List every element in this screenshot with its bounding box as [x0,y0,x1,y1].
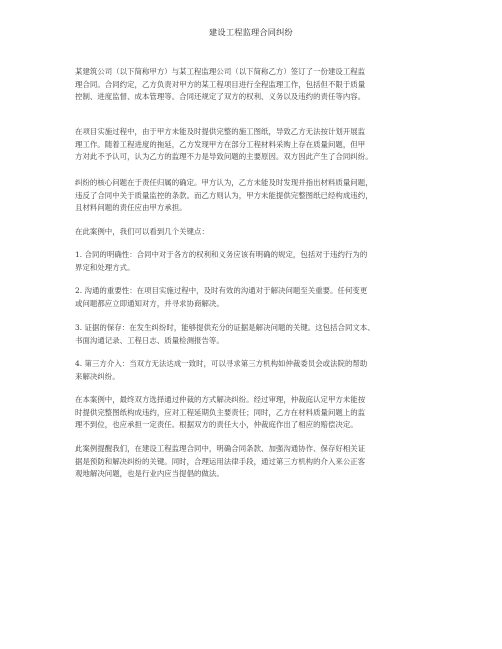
list-item-third-party [75,358,430,383]
paragraph-line: 纠纷的核心问题在于责任归属的确定。甲方认为，乙方未能及时发现并指出材料质量问题， [75,178,373,187]
paragraph-dispute-background [75,126,430,164]
paragraph-line: 在项目实施过程中，由于甲方未能及时提供完整的施工图纸，导致乙方无法按计划开展监 [75,127,366,136]
paragraph-line: 控制、进度监督、成本管理等。合同还规定了双方的权利、义务以及违约的责任等内容。 [75,92,366,102]
paragraph-line: 或问题都应立即通知对方，并寻求协商解决。 [75,298,224,308]
paragraph-arbitration-result [75,394,430,432]
document-title: 建设工程监理合同纠纷 [209,27,293,37]
paragraph-line: 且材料问题的责任应由甲方承担。 [75,203,187,213]
paragraph-line: 书面沟通记录、工程日志、质量检测报告等。 [75,335,224,345]
paragraph-line: 2. 沟通的重要性：在项目实施过程中，及时有效的沟通对于解决问题至关重要。任何变更 [75,286,368,295]
list-item-contract-clarity [75,249,430,274]
paragraph-line: 在此案例中，我们可以看到几个关键点： [75,227,209,236]
paragraph-line: 来解决纠纷。 [75,371,120,381]
paragraph-line: 4. 第三方介入：当双方无法达成一致时，可以寻求第三方机构如仲裁委员会或法院的帮助 [75,359,368,368]
paragraph-line: 理合同。合同约定，乙方负责对甲方的某工程项目进行全程监理工作，包括但不限于质量 [75,79,366,89]
paragraph-line: 方对此不予认可，认为乙方的监理不力是导致问题的主要原因。双方因此产生了合同纠纷。 [75,152,373,162]
paragraph-line: 理工作。随着工程进度的拖延，乙方发现甲方在部分工程材料采购上存在质量问题，但甲 [75,139,366,149]
paragraph-line: 观地解决问题，也是行业内应当提倡的做法。 [75,469,224,479]
paragraph-line: 违反了合同中关于质量监控的条款。而乙方则认为，甲方未能提供完整图纸已经构成违约， [75,190,373,200]
paragraph-line: 此案例提醒我们，在建设工程监理合同中，明确合同条款、加强沟通协作、保存好相关证 [75,444,366,453]
paragraph-line: 某建筑公司（以下简称甲方）与某工程监理公司（以下简称乙方）签订了一份建设工程监 [75,67,366,76]
paragraph-line: 3. 证据的保存：在发生纠纷时，能够提供充分的证据是解决问题的关键。这包括合同文本、 [75,323,375,332]
list-item-evidence [75,322,430,347]
paragraph-key-points-intro [75,226,430,239]
paragraph-line: 界定和处理方式。 [75,262,135,272]
paragraph-line: 据是预防和解决纠纷的关键。同时，合理运用法律手段，通过第三方机构的介入来公正客 [75,456,366,466]
paragraph-conclusion [75,443,430,481]
list-item-communication [75,285,430,310]
paragraph-core-issue [75,177,430,215]
paragraph-line: 时提供完整图纸构成违约，应对工程延期负主要责任；同时，乙方在材料质量问题上的监 [75,407,366,417]
paragraph-intro [75,66,430,104]
paragraph-line: 1. 合同的明确性：合同中对于各方的权利和义务应该有明确的规定，包括对于违约行为的 [75,250,368,259]
paragraph-line: 理不到位，也应承担一定责任。根据双方的责任大小，仲裁庭作出了相应的赔偿决定。 [75,420,358,430]
paragraph-line: 在本案例中，最终双方选择通过仲裁的方式解决纠纷。经过审理，仲裁庭认定甲方未能按 [75,395,366,404]
